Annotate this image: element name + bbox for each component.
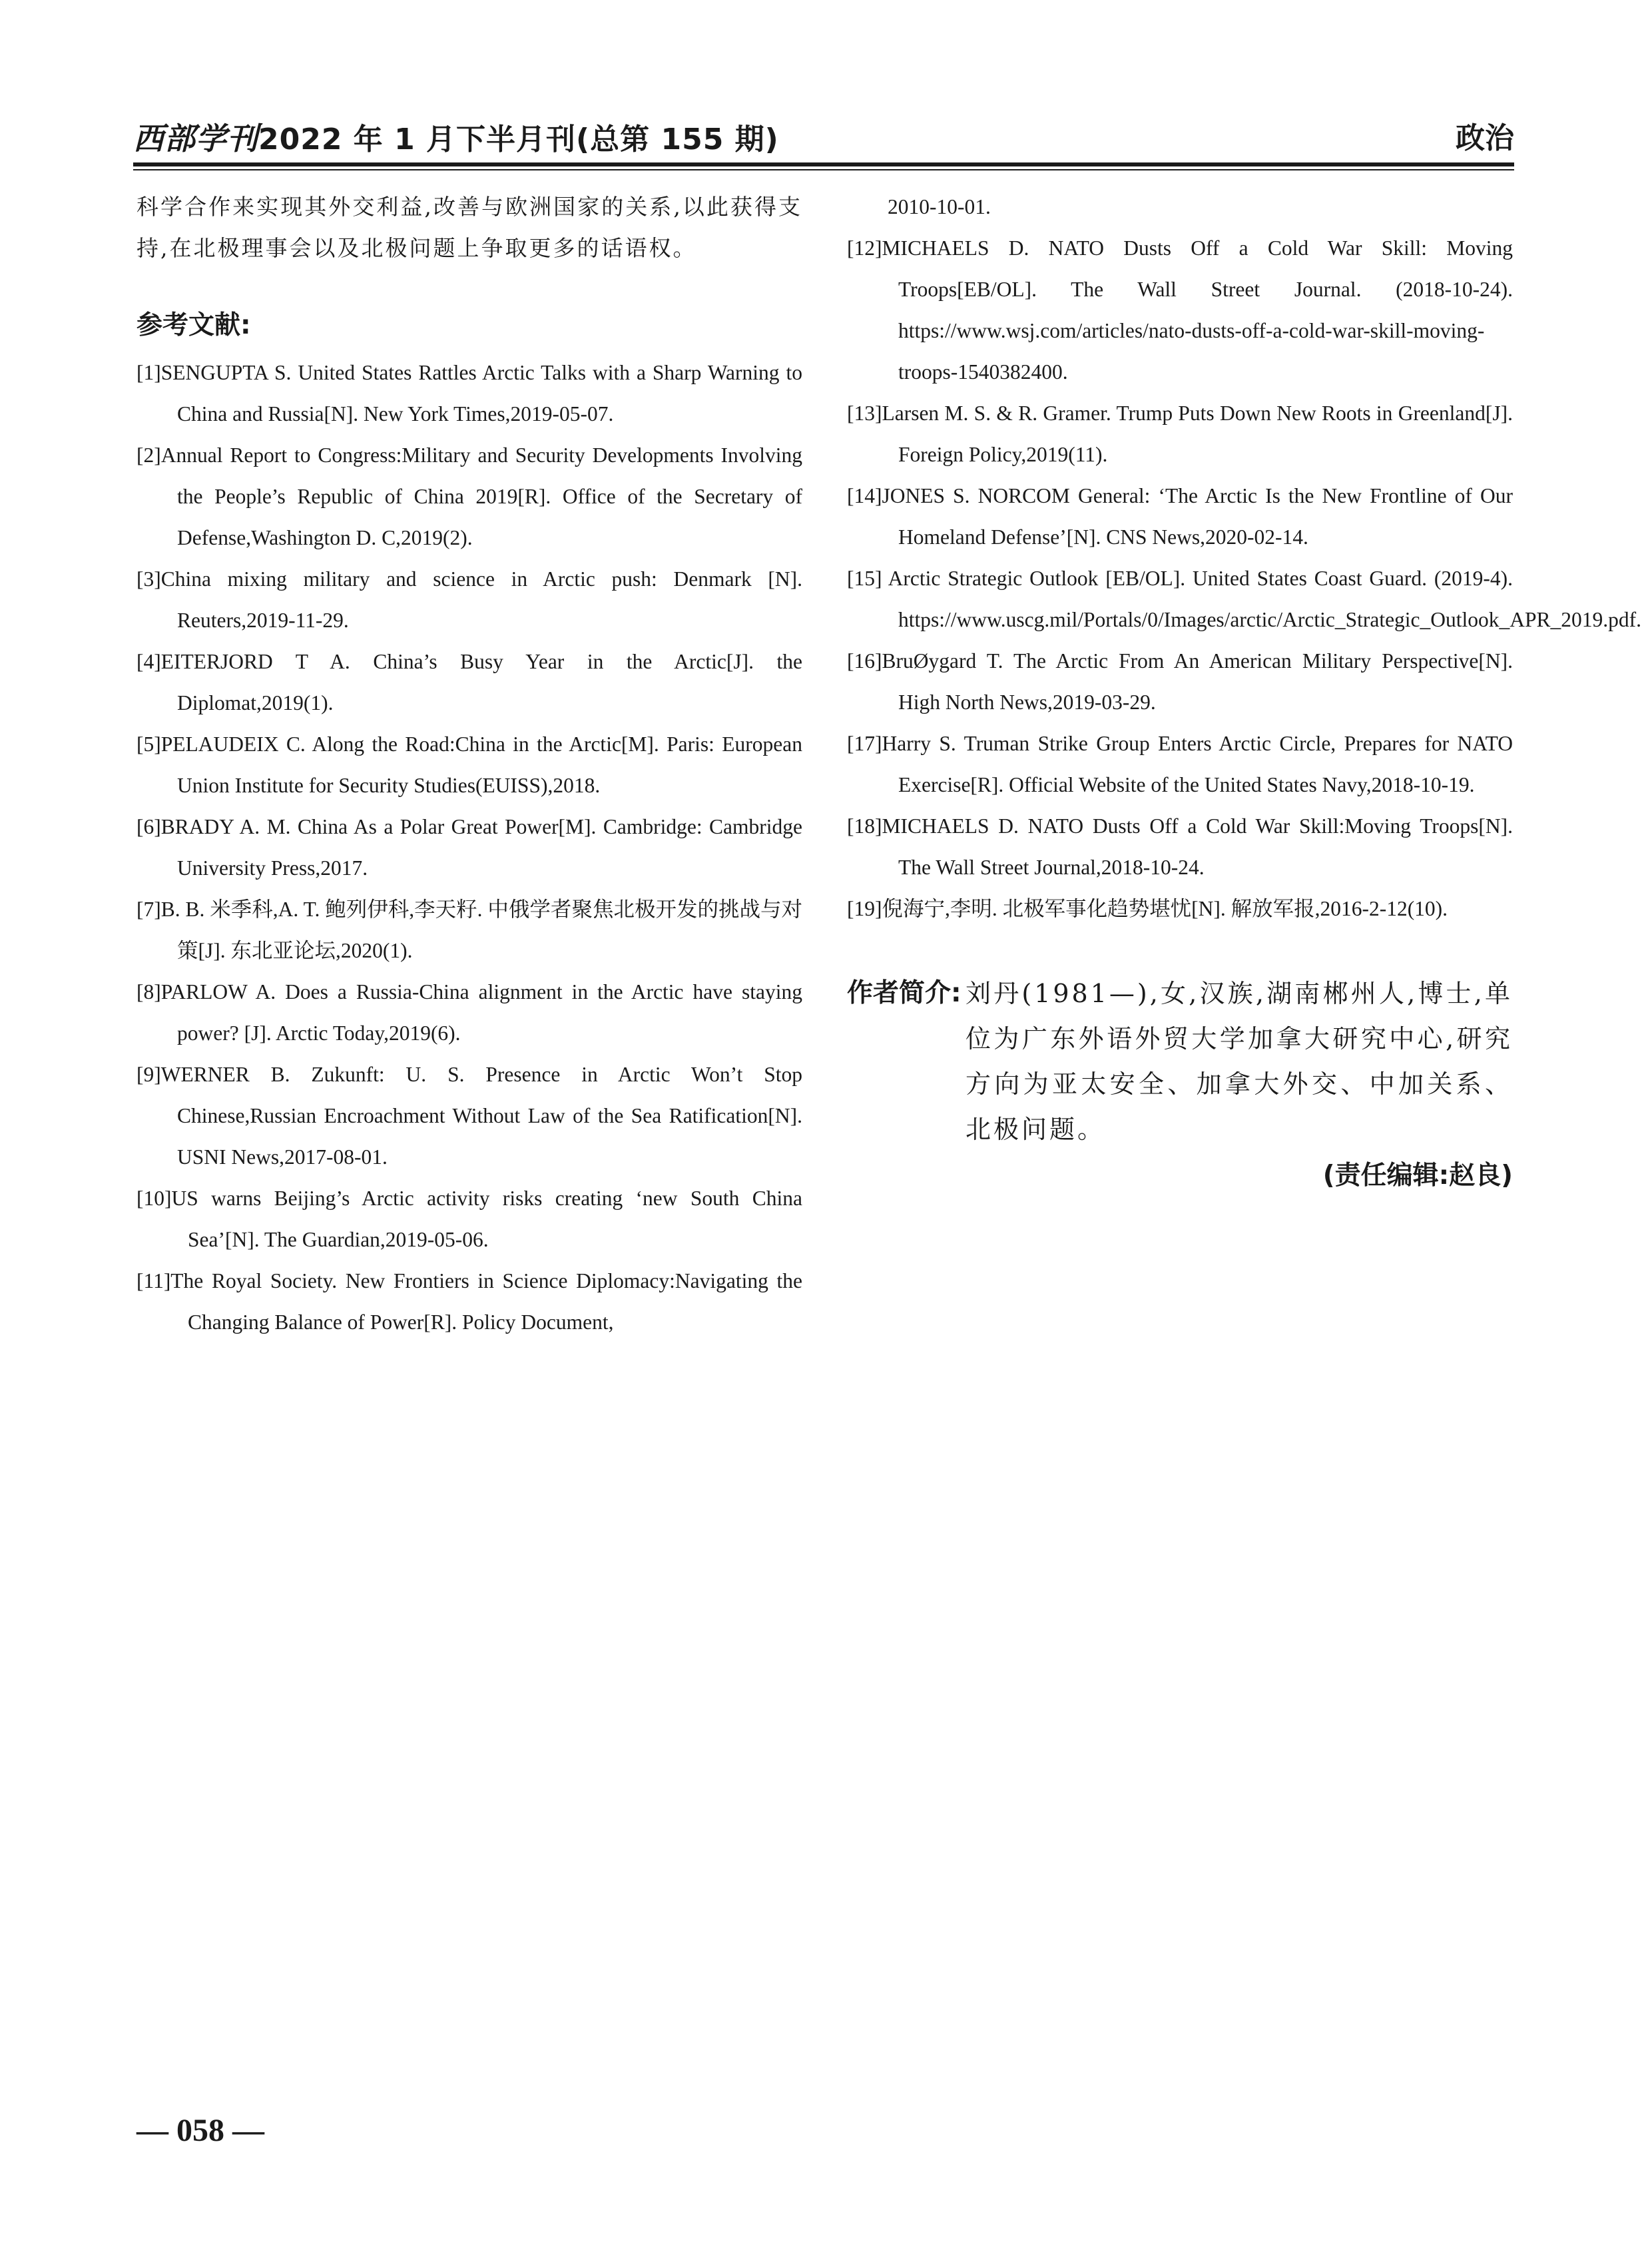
- reference-item: [12]MICHAELS D. NATO Dusts Off a Cold War Skill: Moving Troops[EB/OL]. The Wall Street Journal. (2018-10-24). https://www.wsj.com/articles/nato-dusts-off-a-cold-war-skill-moving-troops-1540382400.: [847, 236, 1513, 384]
- reference-item: [10]US warns Beijing’s Arctic activity risks creating ‘new South China Sea’[N]. The Guardian,2019-05-06.: [137, 1187, 802, 1251]
- reference-item: [5]PELAUDEIX C. Along the Road:China in the Arctic[M]. Paris: European Union Institute for Security Studies(EUISS),2018.: [137, 732, 802, 797]
- left-column: [137, 186, 802, 1343]
- reference-item: [6]BRADY A. M. China As a Polar Great Power[M]. Cambridge: Cambridge University Press,2017.: [137, 815, 802, 880]
- reference-item: [19]倪海宁,李明. 北极军事化趋势堪忧[N]. 解放军报,2016-2-12(10).: [847, 897, 1448, 920]
- reference-item: [2]Annual Report to Congress:Military and Security Developments Involving the People’s Republic of China 2019[R]. Office of the Secretary of Defense,Washington D. C,2019(2).: [137, 443, 802, 549]
- reference-item: [16]BruØygard T. The Arctic From An American Military Perspective[N]. High North News,2019-03-29.: [847, 649, 1513, 714]
- responsible-editor: (责任编辑:赵良): [1322, 1161, 1513, 1191]
- reference-item: [15] Arctic Strategic Outlook [EB/OL]. United States Coast Guard. (2019-4). https://www.uscg.mil/Portals/0/Images/arctic/Arctic_Strategic_Outlook_APR_2019.pdf.: [847, 567, 1642, 631]
- author-bio-text: 刘丹(1981—),女,汉族,湖南郴州人,博士,单位为广东外语外贸大学加拿大研究中心,研究方向为亚太安全、加拿大外交、中加关系、北极问题。: [965, 979, 1513, 1144]
- author-bio-label: 作者简介:: [847, 978, 962, 1008]
- author-bio: [847, 971, 1513, 1152]
- page-header: [133, 119, 1514, 161]
- reference-item: [9]WERNER B. Zukunft: U. S. Presence in Arctic Won’t Stop Chinese,Russian Encroachment Without Law of the Sea Ratification[N]. USNI News,2017-08-01.: [137, 1063, 802, 1169]
- reference-item: [3]China mixing military and science in Arctic push: Denmark [N]. Reuters,2019-11-29.: [137, 567, 802, 632]
- reference-item: [7]B. B. 米季科,A. T. 鲍列伊科,李天籽. 中俄学者聚焦北极开发的挑战与对策[J]. 东北亚论坛,2020(1).: [137, 898, 802, 962]
- reference-item: [14]JONES S. NORCOM General: ‘The Arctic Is the New Frontline of Our Homeland Defense’[N]. CNS News,2020-02-14.: [847, 484, 1513, 549]
- reference-item: [11]The Royal Society. New Frontiers in Science Diplomacy:Navigating the Changing Balance of Power[R]. Policy Document,: [137, 1269, 802, 1334]
- references-heading: 参考文献:: [137, 310, 251, 340]
- reference-item: [1]SENGUPTA S. United States Rattles Arctic Talks with a Sharp Warning to China and Russia[N]. New York Times,2019-05-07.: [137, 361, 802, 425]
- body-paragraph: 科学合作来实现其外交利益,改善与欧洲国家的关系,以此获得支持,在北极理事会以及北极问题上争取更多的话语权。: [137, 194, 802, 261]
- page-number: — 058 —: [137, 2113, 264, 2148]
- header-rule-thick: [133, 162, 1514, 166]
- journal-title: [133, 119, 779, 160]
- reference-item: [8]PARLOW A. Does a Russia-China alignment in the Arctic have staying power? [J]. Arctic Today,2019(6).: [137, 980, 802, 1045]
- reference-item: [18]MICHAELS D. NATO Dusts Off a Cold War Skill:Moving Troops[N]. The Wall Street Journal,2018-10-24.: [847, 814, 1513, 879]
- journal-issue: 2022 年 1 月下半月刊(总第 155 期): [258, 123, 779, 156]
- header-rule-thin: [133, 169, 1514, 170]
- journal-logo: 西部学刊: [133, 121, 258, 156]
- right-column: [847, 186, 1642, 1197]
- reference-item: [17]Harry S. Truman Strike Group Enters Arctic Circle, Prepares for NATO Exercise[R]. Official Website of the United States Navy,2018-10-19.: [847, 732, 1513, 796]
- section-label: 政治: [1456, 121, 1514, 155]
- reference-item: [13]Larsen M. S. & R. Gramer. Trump Puts Down New Roots in Greenland[J]. Foreign Policy,2019(11).: [847, 402, 1513, 466]
- reference-continuation: 2010-10-01.: [888, 195, 991, 218]
- reference-item: [4]EITERJORD T A. China’s Busy Year in the Arctic[J]. the Diplomat,2019(1).: [137, 650, 802, 714]
